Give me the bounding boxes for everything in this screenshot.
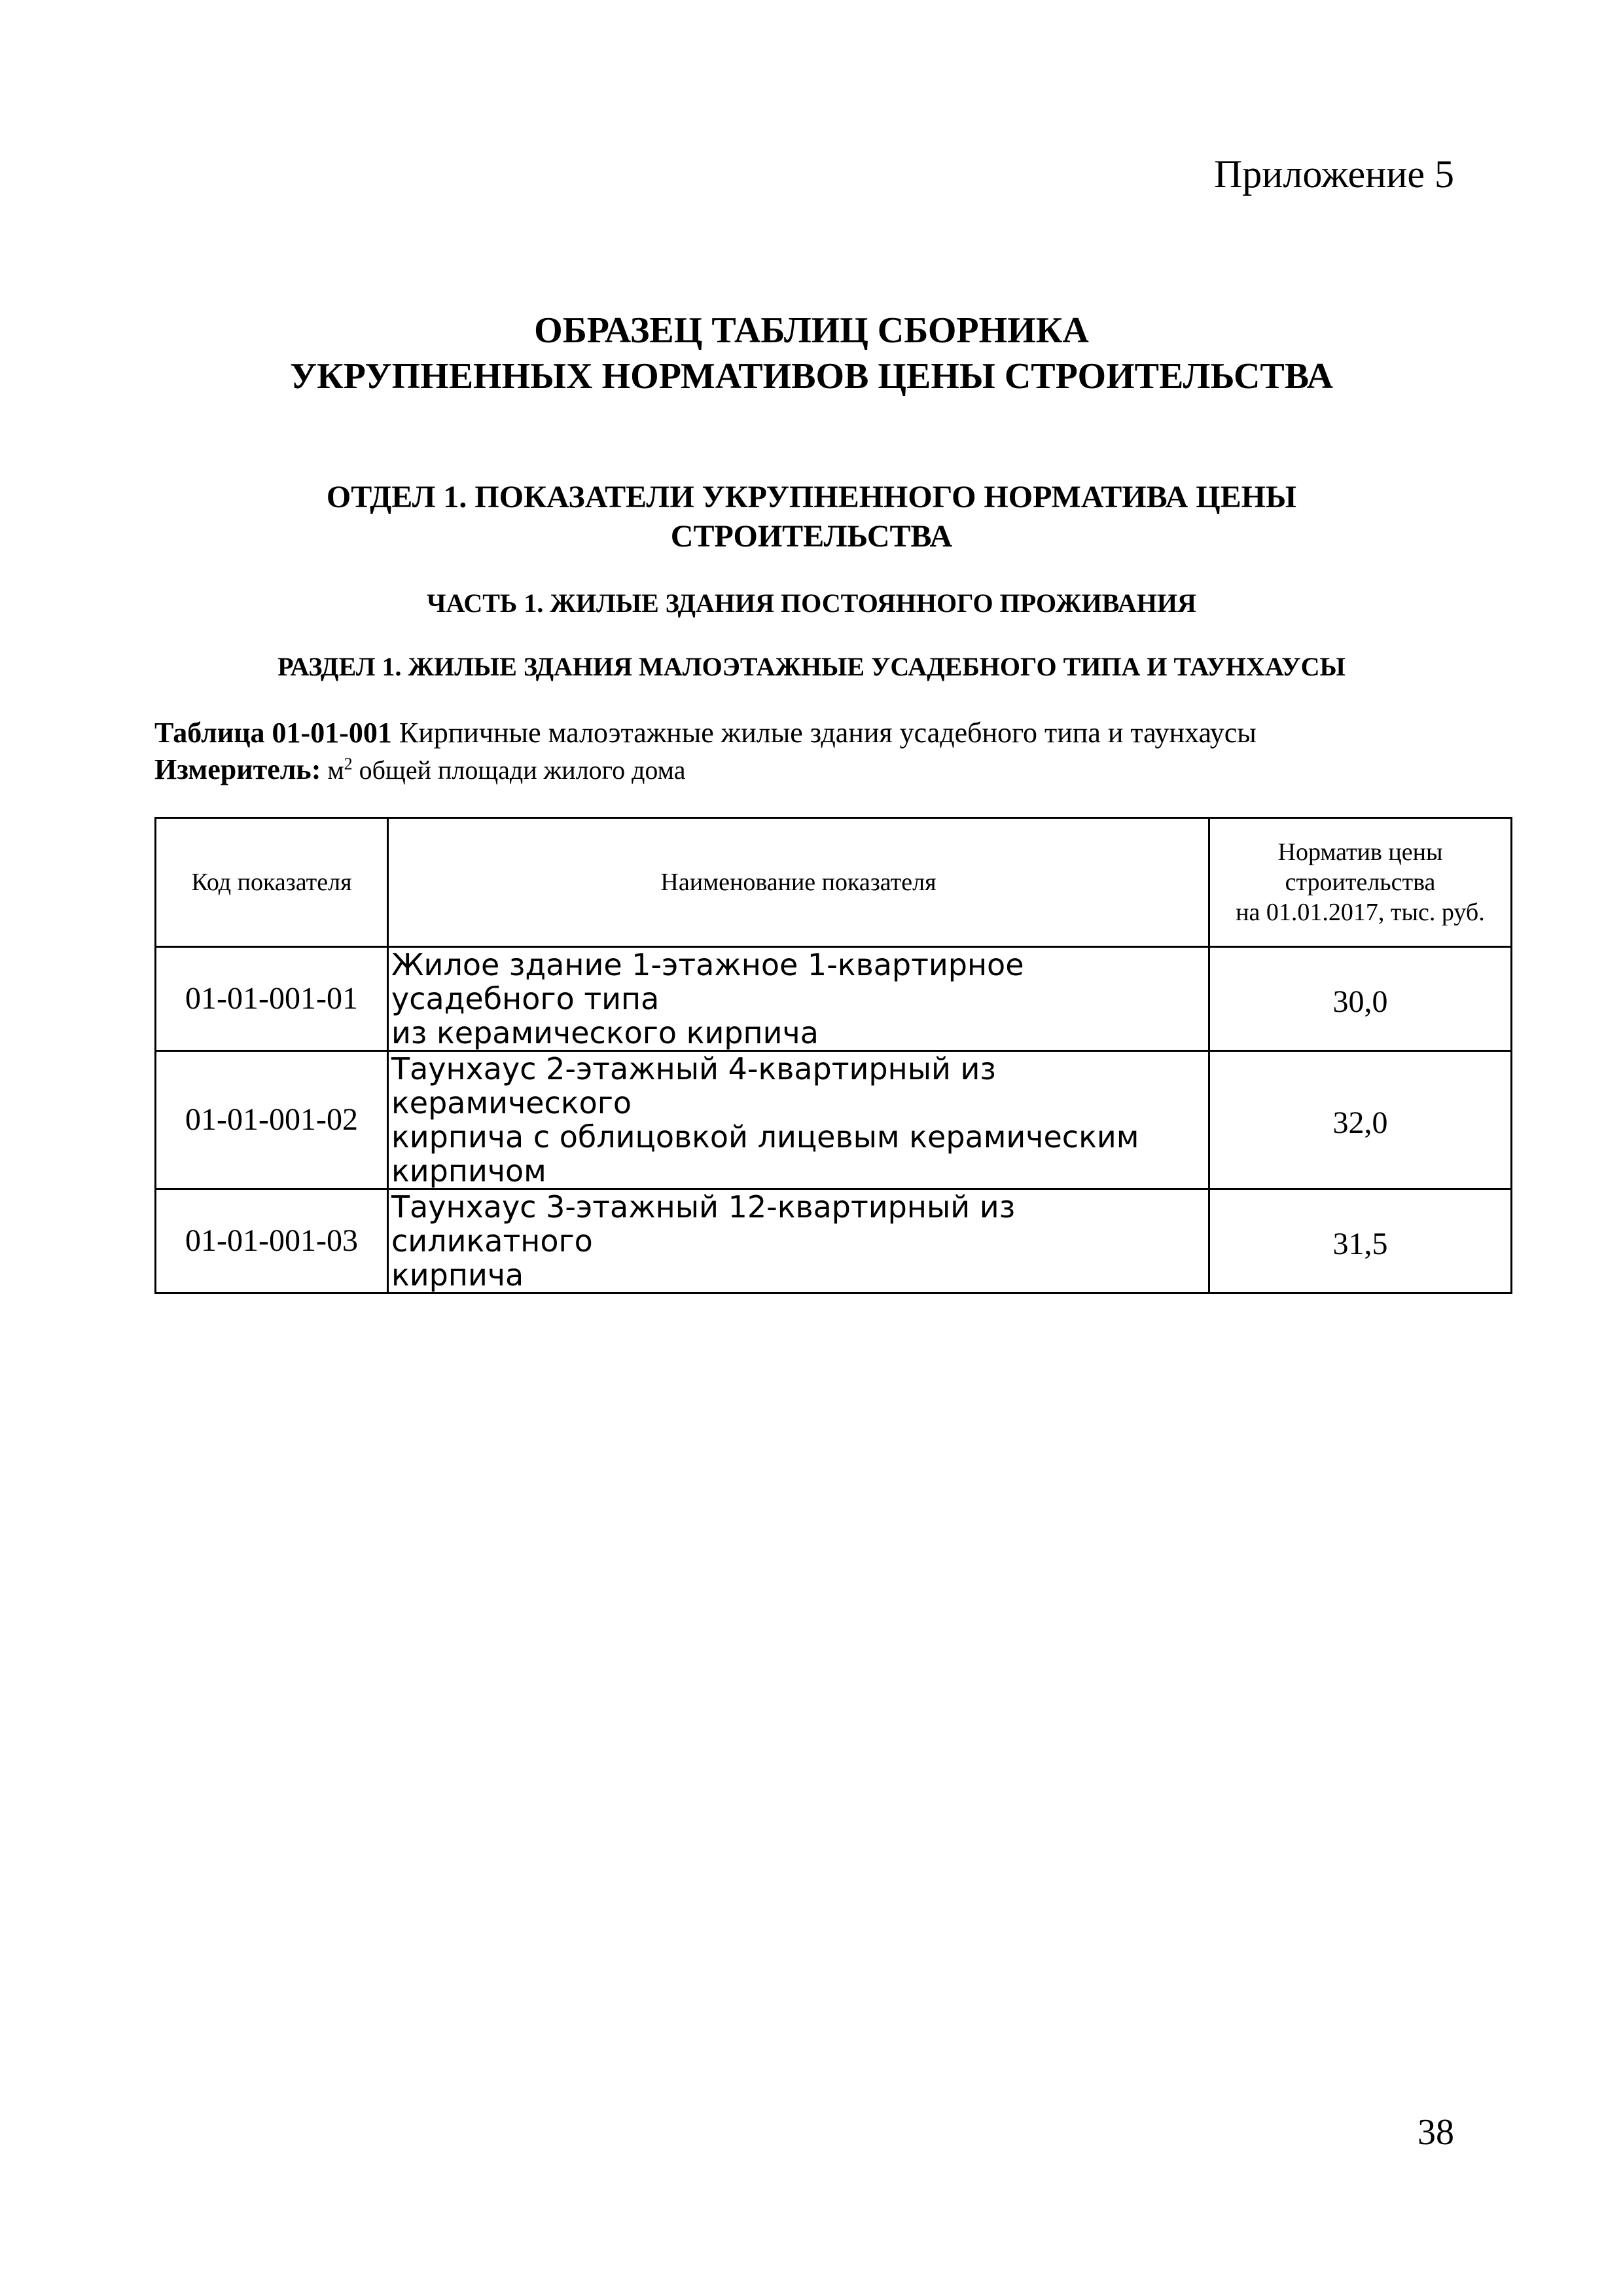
norms-table bbox=[154, 817, 1512, 1294]
row-code: 01-01-001-02 bbox=[156, 1051, 388, 1189]
header-norm bbox=[1209, 818, 1512, 947]
unit-label: Измеритель: bbox=[154, 753, 321, 785]
department-title bbox=[0, 478, 1623, 556]
department-title-line-2: СТРОИТЕЛЬСТВА bbox=[670, 519, 953, 554]
page-number: 38 bbox=[1418, 2112, 1454, 2153]
unit-superscript: 2 bbox=[344, 754, 353, 774]
row-code: 01-01-001-03 bbox=[156, 1189, 388, 1293]
row-value: 30,0 bbox=[1209, 947, 1512, 1051]
row-name-line-2: из керамического кирпича bbox=[391, 1015, 819, 1050]
section-title: РАЗДЕЛ 1. ЖИЛЫЕ ЗДАНИЯ МАЛОЭТАЖНЫЕ УСАДЕБНОГО ТИПА И ТАУНХАУСЫ bbox=[277, 652, 1346, 681]
table-caption-line bbox=[154, 715, 1257, 751]
table-label: Таблица 01-01-001 bbox=[154, 717, 392, 749]
header-norm-line-3: на 01.01.2017, тыс. руб. bbox=[1236, 899, 1485, 926]
department-title-line-1: ОТДЕЛ 1. ПОКАЗАТЕЛИ УКРУПНЕННОГО НОРМАТИВА ЦЕНЫ bbox=[326, 480, 1297, 514]
header-code: Код показателя bbox=[156, 818, 388, 947]
table-header-row bbox=[156, 818, 1512, 947]
appendix-label: Приложение 5 bbox=[1213, 152, 1454, 196]
row-value: 31,5 bbox=[1209, 1189, 1512, 1293]
row-name-line-1: Жилое здание 1-этажное 1-квартирное усадебного типа bbox=[391, 947, 1024, 1016]
table-caption bbox=[154, 715, 1257, 789]
unit-line bbox=[154, 751, 1257, 789]
row-name-line-2: кирпича bbox=[391, 1257, 524, 1293]
unit-prefix: м bbox=[327, 755, 344, 785]
part-title: ЧАСТЬ 1. ЖИЛЫЕ ЗДАНИЯ ПОСТОЯННОГО ПРОЖИВАНИЯ bbox=[427, 588, 1196, 618]
row-name-line-1: Таунхаус 3-этажный 12-квартирный из силикатного bbox=[391, 1189, 1016, 1259]
row-name-line-2: кирпича с облицовкой лицевым керамическим кирпичом bbox=[391, 1119, 1139, 1189]
document-title-line-2: УКРУПНЕННЫХ НОРМАТИВОВ ЦЕНЫ СТРОИТЕЛЬСТВА bbox=[289, 356, 1334, 397]
row-code: 01-01-001-01 bbox=[156, 947, 388, 1051]
row-name bbox=[388, 1051, 1209, 1189]
header-norm-line-1: Норматив цены bbox=[1277, 838, 1443, 866]
document-title-line-1: ОБРАЗЕЦ ТАБЛИЦ СБОРНИКА bbox=[534, 310, 1089, 351]
row-name-line-1: Таунхаус 2-этажный 4-квартирный из керамического bbox=[391, 1051, 996, 1121]
unit-description: общей площади жилого дома bbox=[359, 755, 686, 785]
table-row bbox=[156, 1189, 1512, 1293]
document-title bbox=[0, 308, 1623, 399]
header-name: Наименование показателя bbox=[388, 818, 1209, 947]
row-name bbox=[388, 947, 1209, 1051]
row-value: 32,0 bbox=[1209, 1051, 1512, 1189]
table-description: Кирпичные малоэтажные жилые здания усадебного типа и таунхаусы bbox=[399, 717, 1257, 749]
table-row bbox=[156, 1051, 1512, 1189]
table-row bbox=[156, 947, 1512, 1051]
header-norm-line-2: строительства bbox=[1285, 869, 1436, 896]
row-name bbox=[388, 1189, 1209, 1293]
